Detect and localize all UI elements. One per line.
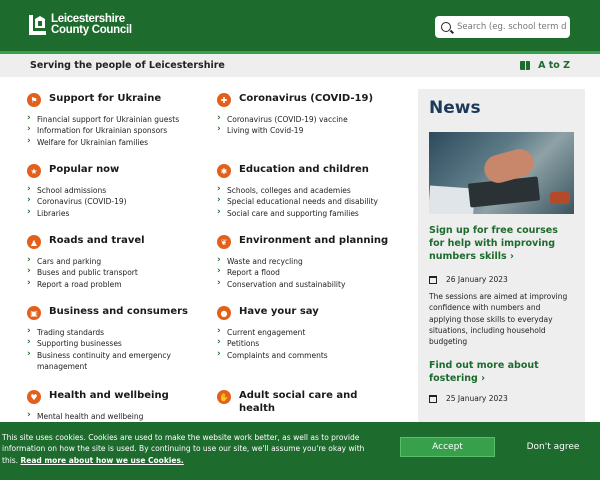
decline-cookies-button[interactable]: Don't agree <box>526 442 580 452</box>
service-coronavirus <box>217 92 402 137</box>
service-title[interactable]: Roads and travel <box>49 235 145 246</box>
service-link[interactable]: › Social care and supporting families <box>217 208 402 219</box>
hands-icon: ✋ <box>217 390 231 404</box>
service-link[interactable]: › Cars and parking <box>27 256 212 267</box>
service-title[interactable]: Popular now <box>49 164 120 175</box>
chevron-right-icon: › <box>481 373 486 385</box>
service-link[interactable]: › Welfare for Ukrainian families <box>27 137 212 148</box>
service-roads-and-travel <box>27 234 212 290</box>
tagline: Serving the people of Leicestershire <box>30 60 225 71</box>
logo-emblem-icon <box>28 13 48 37</box>
sub-header <box>0 54 600 77</box>
news-item-link[interactable]: Sign up for free courses for help with improving numbers skills › <box>429 225 558 262</box>
service-adult-social-care <box>217 389 367 415</box>
site-header <box>0 0 600 54</box>
news-panel <box>418 89 585 429</box>
service-link[interactable]: › Financial support for Ukrainian guests <box>27 114 212 125</box>
service-link[interactable]: › Mental health and wellbeing <box>27 411 212 422</box>
a-to-z-link[interactable] <box>520 60 570 71</box>
news-date: 25 January 2023 <box>429 394 574 403</box>
calendar-icon <box>429 395 437 403</box>
briefcase-icon: ▣ <box>27 306 41 320</box>
service-link[interactable]: › Coronavirus (COVID-19) <box>27 196 212 207</box>
star-icon: ★ <box>27 164 41 178</box>
accept-cookies-button[interactable]: Accept <box>400 437 495 457</box>
service-title[interactable]: Support for Ukraine <box>49 93 162 104</box>
news-heading: News <box>429 98 481 118</box>
service-education-and-children <box>217 163 402 219</box>
leaf-icon: ❦ <box>217 235 231 249</box>
service-link[interactable]: › Petitions <box>217 338 402 349</box>
cookie-banner <box>0 422 600 480</box>
calendar-icon <box>429 276 437 284</box>
service-environment-and-planning <box>217 234 402 290</box>
service-link[interactable]: › Living with Covid-19 <box>217 125 402 136</box>
service-title[interactable]: Health and wellbeing <box>49 390 169 401</box>
lightbulb-icon: ✱ <box>217 164 231 178</box>
service-link[interactable]: › School admissions <box>27 185 212 196</box>
service-title[interactable]: Coronavirus (COVID-19) <box>239 93 374 104</box>
service-link[interactable]: › Libraries <box>27 208 212 219</box>
service-title[interactable]: Education and children <box>239 164 369 175</box>
heart-icon: ♥ <box>27 390 41 404</box>
service-link[interactable]: › Complaints and comments <box>217 350 402 361</box>
search-box[interactable] <box>435 16 570 38</box>
service-link[interactable]: › Supporting businesses <box>27 338 212 349</box>
service-link[interactable]: › Schools, colleges and academies <box>217 185 402 196</box>
service-link[interactable]: › Current engagement <box>217 327 402 338</box>
service-link[interactable]: › Special educational needs and disability <box>217 196 402 207</box>
service-link[interactable]: › Waste and recycling <box>217 256 402 267</box>
chevron-right-icon: › <box>510 251 514 262</box>
service-have-your-say <box>217 305 402 361</box>
flag-icon: ⚑ <box>27 93 41 107</box>
service-link[interactable]: › Business continuity and emergency management <box>27 350 212 373</box>
book-icon <box>520 61 530 70</box>
news-date: 26 January 2023 <box>429 275 574 284</box>
road-icon: ▲ <box>27 235 41 249</box>
service-title[interactable]: Business and consumers <box>49 306 188 317</box>
news-image[interactable] <box>429 132 574 214</box>
service-link[interactable]: › Trading standards <box>27 327 212 338</box>
news-summary: The sessions are aimed at improving confidence with numbers and applying those skills to everyday situations, including household budgeting <box>429 292 568 347</box>
service-title[interactable]: Environment and planning <box>239 235 389 246</box>
service-support-for-ukraine <box>27 92 212 148</box>
virus-icon: ✚ <box>217 93 231 107</box>
service-link[interactable]: › Information for Ukrainian sponsors <box>27 125 212 136</box>
council-logo[interactable] <box>28 13 132 37</box>
service-link[interactable]: › Buses and public transport <box>27 267 212 278</box>
a-to-z-label: A to Z <box>538 60 570 71</box>
logo-line-2: County Council <box>51 24 132 36</box>
service-title[interactable]: Have your say <box>239 306 319 317</box>
service-link[interactable]: › Report a road problem <box>27 279 212 290</box>
speech-bubble-icon: ● <box>217 306 231 320</box>
cookie-policy-link[interactable]: Read more about how we use Cookies. <box>20 455 184 465</box>
service-link[interactable]: › Coronavirus (COVID-19) vaccine <box>217 114 402 125</box>
service-link[interactable]: › Report a flood <box>217 267 402 278</box>
search-icon[interactable] <box>441 22 451 32</box>
logo-line-1: Leicestershire <box>51 13 125 25</box>
search-input[interactable] <box>457 22 567 32</box>
service-health-and-wellbeing <box>27 389 212 422</box>
news-item-link[interactable]: Find out more about fostering › <box>429 360 539 385</box>
cookie-message: This site uses cookies. Cookies are used to make the website work better, as well as to provide information on how the site is used. By continuing to use our site, we'll assume you're okay with this. Read more about how we use Cookies. <box>2 433 365 465</box>
service-popular-now <box>27 163 212 219</box>
service-title[interactable]: Adult social care and health <box>239 390 358 414</box>
service-link[interactable]: › Conservation and sustainability <box>217 279 402 290</box>
service-business-and-consumers <box>27 305 212 372</box>
